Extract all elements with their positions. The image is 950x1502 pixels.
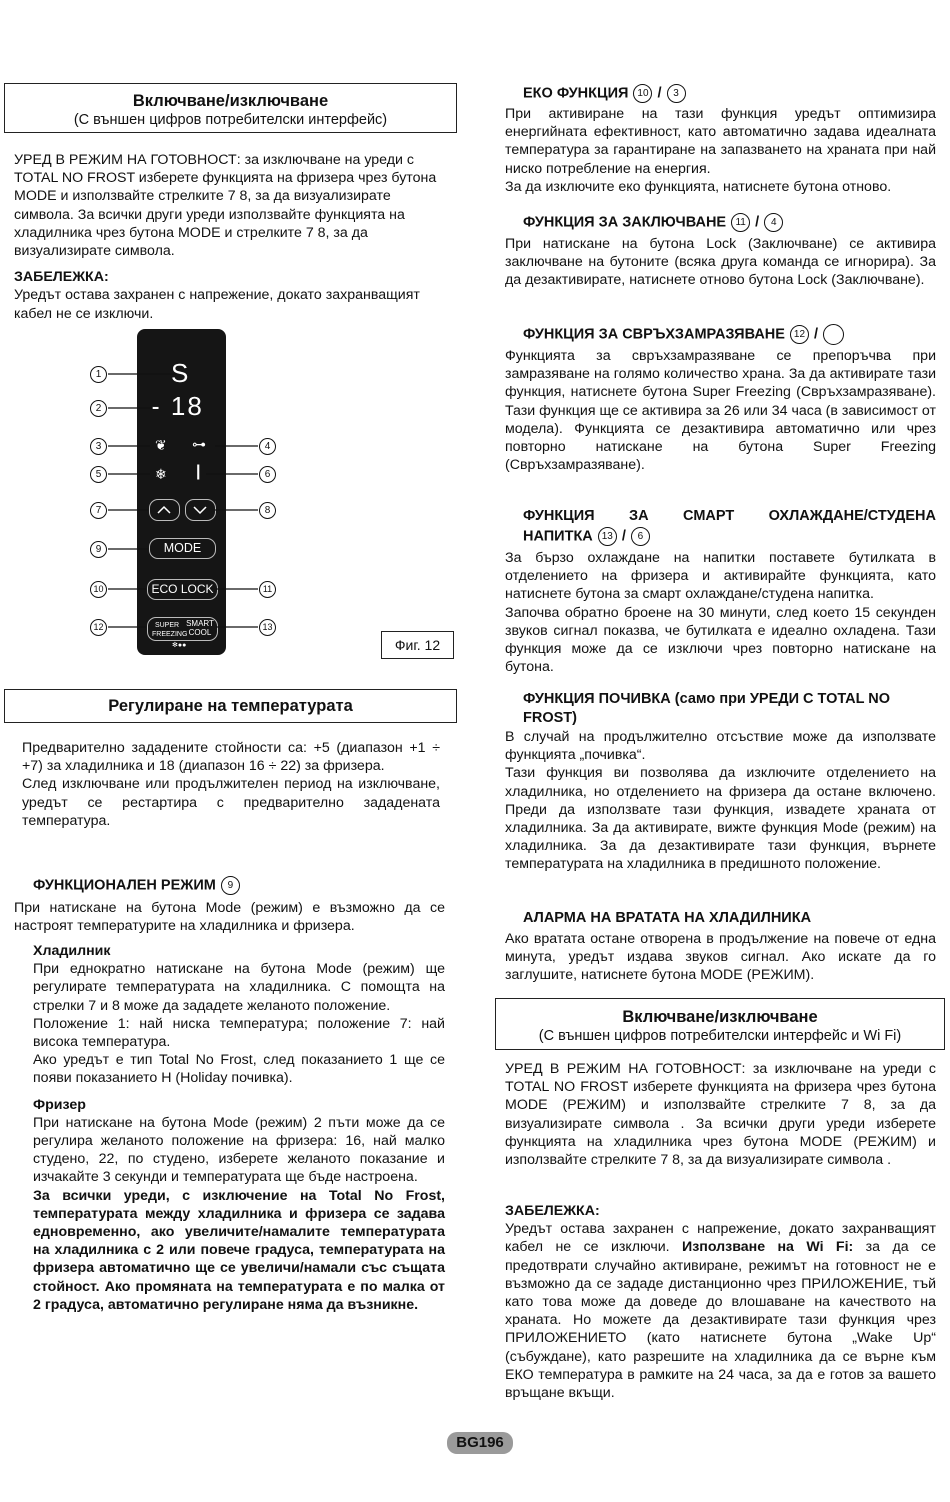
standby2-section (505, 1060, 936, 1169)
lock-heading: ФУНКЦИЯ ЗА ЗАКЛЮЧВАНЕ 11 / 4 (523, 213, 784, 232)
smart-ref-13: 13 (598, 527, 617, 546)
smart-heading-line2: НАПИТКА (523, 528, 593, 545)
smart-heading-line1: ФУНКЦИЯ ЗА СМАРТ ОХЛАЖДАНЕ/СТУДЕНА (523, 508, 936, 524)
super-label: SUPER (154, 622, 180, 629)
alarm-section (505, 930, 936, 985)
lock-heading-text: ФУНКЦИЯ ЗА ЗАКЛЮЧВАНЕ (523, 214, 727, 231)
eco-button-label: ECO (151, 582, 178, 596)
eco-heading-text: ЕКО ФУНКЦИЯ (523, 85, 629, 102)
snowflake-icon: ❄ (155, 466, 167, 482)
eco-ref-3: 3 (667, 84, 686, 103)
note2-wifi-bold: Използване на Wi Fi: (682, 1239, 854, 1256)
note2-heading: ЗАБЕЛЕЖКА: (505, 1203, 600, 1219)
alarm-paragraph: Ако вратата остане отворена в продължение на повече от една минута, уредът издава звуков сигнал. Ако искате да го заглушите, натиснете бутона MODE (РЕЖИМ). (505, 931, 936, 984)
standby-text: УРЕД В РЕЖИМ НА ГОТОВНОСТ: за изключване на уреди с TOTAL NO FROST изберете функцията на фризера чрез бутона MODE и използвайте стрелките 7 8, за да визуализирате символа. За всички други уреди използвайте функцията на хладилника чрез бутона MODE и стрелките 7 8, за да визуализирате символа. (14, 152, 437, 260)
callout-lines (0, 0, 460, 660)
super-heading: ФУНКЦИЯ ЗА СВРЪХЗАМРАЗЯВАНЕ 12 / (523, 324, 845, 345)
section-subtitle: (С външен цифров потребителски интерфейс) (73, 112, 388, 128)
callout-2: 2 (90, 400, 107, 417)
note-heading: ЗАБЕЛЕЖКА: (14, 269, 109, 286)
callout-4: 4 (259, 438, 276, 455)
smart-paragraph-2: Започва обратно броене на 30 минути, след което 15 секунден звуков сигнал показва, че бутилката е идеално охладена. Тази функция може да се изключи чрез повторно натискане на бутона. (505, 604, 936, 676)
callout-1: 1 (90, 366, 107, 383)
lock-ref-11: 11 (731, 213, 750, 232)
fridge-paragraph-1: При еднократно натискане на бутона Mode (режим) ще регулирате температурата на хладилника. С помощта на стрелки 7 и 8 може да зададете желаното положение. (33, 961, 445, 1014)
smart-heading (523, 507, 936, 526)
super-section (505, 347, 936, 474)
callout-12: 12 (90, 619, 107, 636)
fridge-freezer-section (33, 942, 445, 1314)
callout-11: 11 (259, 581, 276, 598)
fridge-paragraph-3: Ако уредът е тип Total No Frost, след показанието 1 ще се появи показанието H (Holiday почивка). (33, 1052, 445, 1087)
section-title: Включване/изключване (132, 92, 329, 110)
callout-6: 6 (259, 466, 276, 483)
note2-section (505, 1202, 936, 1402)
standby2-text: УРЕД В РЕЖИМ НА ГОТОВНОСТ: за изключване на уреди с TOTAL NO FROST изберете функцията на фризера чрез бутона MODE (РЕЖИМ) и използвайте стрелките 7 8, за да визуализирате символа . За всички други уреди изберете функцията на хладилника чрез бутона MODE (РЕЖИМ) и използвайте стрелките 7 8, за да визуализирате символа . (505, 1061, 936, 1169)
super-paragraph: Функцията за свръхзамразяване се препоръчва при замразяване на голямо количество храна. За да активирате тази функция, натиснете бутона Super Freezing (Свръхзамразяване). Тази функция ще се активира за 26 или 34 часа (в зависимост от модела). Функцията се дезактивира автоматично или чрез повторно натискане на бутона Super Freezing (Свръхзамразяване). (505, 348, 936, 474)
callout-3: 3 (90, 438, 107, 455)
temp-preset-paragraph: Предварително зададените стойности са: +5 (диапазон +1 ÷ +7) за хладилника и 18 (диапазон 16 ÷ 22) за фризера. (22, 740, 440, 775)
rest-paragraph-2: Тази функция ви позволява да изключите отделението на хладилника, но отделението на фризера да остане включено. Преди да използвате тази функция, извадете храната от хладилника. За да активирате, вижте функция Mode (режим) на хладилника. За да дезактивирате тази функция, върнете температурата на хладилника в предишното положение. (505, 765, 936, 873)
mode-heading-text: ФУНКЦИОНАЛЕН РЕЖИМ (33, 877, 216, 894)
note2-rest: за да се предотврати случайно активиране, режимът на готовност не е възможно да се зададе дистанционно чрез ПРИЛОЖЕНИЕ, тъй като това може да доведе до влошаване на качеството на храната. Но можете да дезактивирате тази функция чрез ПРИЛОЖЕНИЕТО (като натиснете бутона „Wake Up“ (събуждане), като разрешите на хладилника да се върне към ЕКО температура в рамките на 24 часа, за да е готов за вашето връщане вкъщи. (505, 1239, 936, 1402)
super-ref-blank (823, 324, 844, 345)
display-mode-symbol: S (171, 358, 189, 388)
key-lock-icon: ⊶ (192, 436, 206, 452)
eco-ref-10: 10 (633, 84, 652, 103)
section-title: Регулиране на температурата (108, 697, 353, 715)
section-box-temperature (4, 689, 457, 723)
smart-label: SMART (186, 619, 214, 628)
rest-paragraph-1: В случай на продължително отсъствие може да използвате функцията „почивка“. (505, 729, 936, 764)
display-temperature: - 18 (151, 391, 204, 421)
mode-section (14, 899, 445, 935)
callout-7: 7 (90, 502, 107, 519)
note2-text: Уредът остава захранен с напрежение, докато захранващият кабел не се изключи. (505, 1221, 936, 1256)
fridge-heading: Хладилник (33, 943, 111, 959)
smart-paragraph-1: За бързо охлаждане на напитки поставете бутилката в отделението на фризера и активирайте функцията, като натиснете бутона за смарт охлаждане/студена напитка. (505, 550, 936, 603)
bottle-icon: | (196, 463, 201, 480)
section-subtitle: (С външен цифров потребителски интерфейс и Wi Fi) (538, 1028, 902, 1044)
smart-heading-2: НАПИТКА 13 / 6 (523, 527, 651, 546)
callout-10: 10 (90, 581, 107, 598)
temperature-text (22, 739, 440, 830)
eco-leaf-icon: ❦ (155, 437, 167, 453)
note-text: Уредът остава захранен с напрежение, докато захранващият кабел не се изключи. (14, 287, 420, 322)
mode-button[interactable]: MODE (149, 538, 216, 559)
callout-9: 9 (90, 541, 107, 558)
eco-section (505, 105, 936, 196)
freezer-paragraph-1: При натискане на бутона Mode (режим) 2 пъти може да се регулира желаното положение на фризера: 16, най малко студено, 22, по студено, изберете желаното показание и изчакайте 3 секунди и температурата ще бъде настроена. (33, 1114, 445, 1186)
lock-ref-4: 4 (764, 213, 783, 232)
figure-label: Фиг. 12 (381, 631, 454, 659)
freezer-bold-paragraph: За всички уреди, с изключение на Total No Frost, температурата между хладилника и фризера се задава едновременно, ако увеличите/намалите температурата на хладилника с 2 или повече градуса, температурата на фризера автоматично ще се увеличи/намали със същата стойност. Ако промяната на температурата е по малка от 2 градуса, автоматично регулиране няма да възникне. (33, 1187, 445, 1313)
page-number: BG196 (447, 1432, 513, 1454)
smart-ref-6: 6 (631, 527, 650, 546)
eco-paragraph-1: При активиране на тази функция уредът оптимизира енергийната ефективност, като автоматично задава идеалната температура за гарантиране на запазването на храната при най ниско потребление на енергия. (505, 106, 936, 177)
section-box-power-wifi (495, 998, 945, 1050)
lock-section (505, 235, 936, 290)
cool-label: COOL (188, 628, 212, 637)
callout-5: 5 (90, 466, 107, 483)
freezer-heading: Фризер (33, 1096, 86, 1113)
temp-restart-paragraph: След изключване или продължителен период на изключване, уредът се рестартира с предварително зададената температура. (22, 776, 440, 829)
callout-13: 13 (259, 619, 276, 636)
section-title: Включване/изключване (622, 1008, 818, 1026)
lock-paragraph: При натискане на бутона Lock (Заключване) се активира заключване на бутоните (всяка друга команда се игнорира). За да дезактивирате, натиснете отново бутона Lock (Заключване). (505, 236, 936, 289)
super-ref-12: 12 (790, 325, 809, 344)
eco-heading: ЕКО ФУНКЦИЯ 10 / 3 (523, 84, 687, 103)
mode-heading (33, 876, 241, 895)
rest-heading: ФУНКЦИЯ ПОЧИВКА (само при УРЕДИ С TOTAL NO FROST) (523, 691, 891, 726)
alarm-heading: АЛАРМА НА ВРАТАТА НА ХЛАДИЛНИКА (523, 910, 812, 926)
freezing-label: FREEZING (152, 631, 188, 638)
rest-section (505, 728, 936, 874)
eco-paragraph-2: За да изключите еко функцията, натиснете бутона отново. (505, 178, 892, 195)
wifi-indicator-icon: ✻●● (172, 642, 187, 649)
mode-ref-number: 9 (221, 876, 240, 895)
lock-button-label: LOCK (180, 582, 214, 596)
callout-8: 8 (259, 502, 276, 519)
smart-section (505, 549, 936, 676)
fridge-paragraph-2: Положение 1: най ниска температура; положение 7: най висока температура. (33, 1015, 445, 1051)
super-heading-text: ФУНКЦИЯ ЗА СВРЪХЗАМРАЗЯВАНЕ (523, 326, 785, 343)
mode-text: При натискане на бутона Mode (режим) е възможно да се настроят температурите на хладилника и фризера. (14, 900, 445, 935)
